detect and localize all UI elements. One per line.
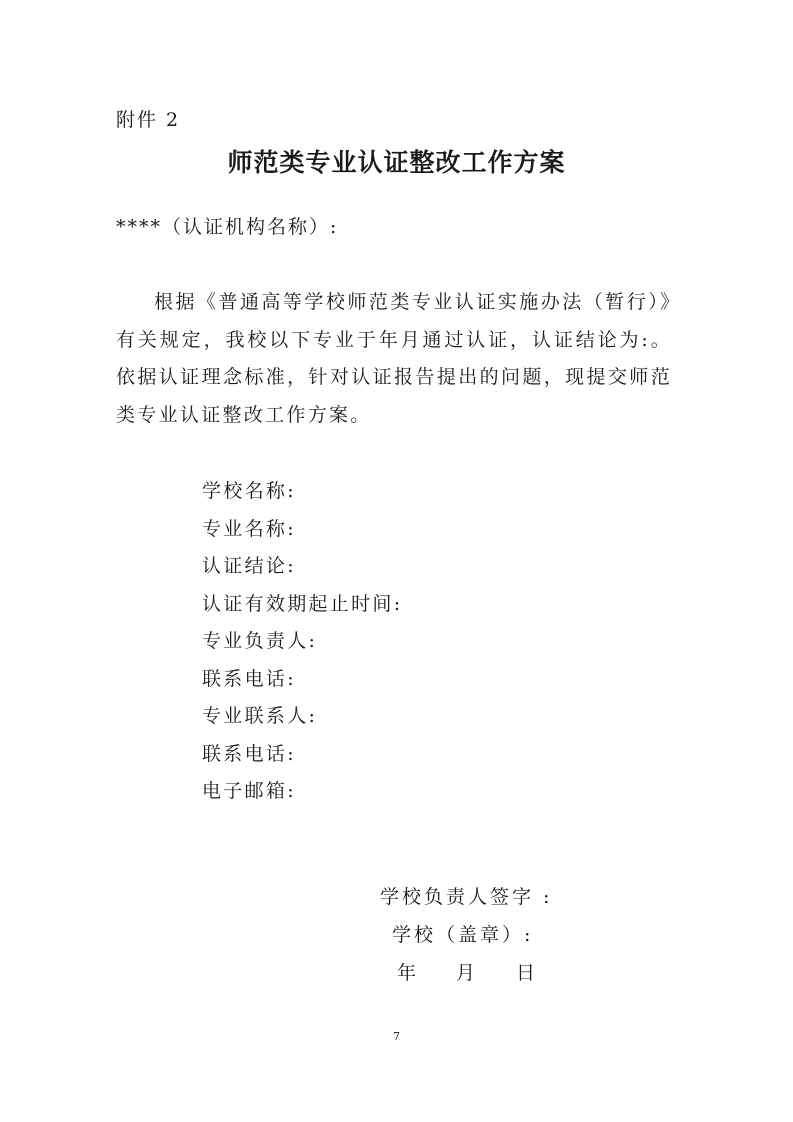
school-seal-label: 学校（盖章）: [392,924,534,946]
info-field-director-phone: 联系电话: [202,667,296,690]
info-field-certification-result: 认证结论: [202,555,296,577]
addressee-line: ****（认证机构名称）: [116,216,339,238]
principal-signature-label: 学校负责人签字 : [380,886,553,908]
signature-block [0,882,793,1002]
info-field-email: 电子邮箱: [202,780,296,802]
attachment-label: 附件 2 [116,109,181,131]
date-year-label: 年 [397,962,420,984]
date-day-label: 日 [516,962,539,984]
document-title: 师范类专业认证整改工作方案 [227,148,566,177]
info-field-major-name: 专业名称: [202,517,296,540]
info-field-list [202,473,402,811]
page-number: 7 [393,1030,400,1043]
info-field-major-director: 专业负责人: [202,630,318,652]
info-field-validity-period: 认证有效期起止时间: [202,592,403,615]
date-month-label: 月 [456,962,479,984]
info-field-school-name: 学校名称: [202,480,296,502]
body-paragraph: 根据《普通高等学校师范类专业认证实施办法（暂行）》有关规定，我校以下专业于年月通过认证，认证结论为:。依据认证理念标准，针对认证报告提出的问题，现提交师范类专业认证整改工作方案。 [116,291,672,426]
info-field-major-contact: 专业联系人: [202,705,318,727]
info-field-contact-phone: 联系电话: [202,742,296,765]
